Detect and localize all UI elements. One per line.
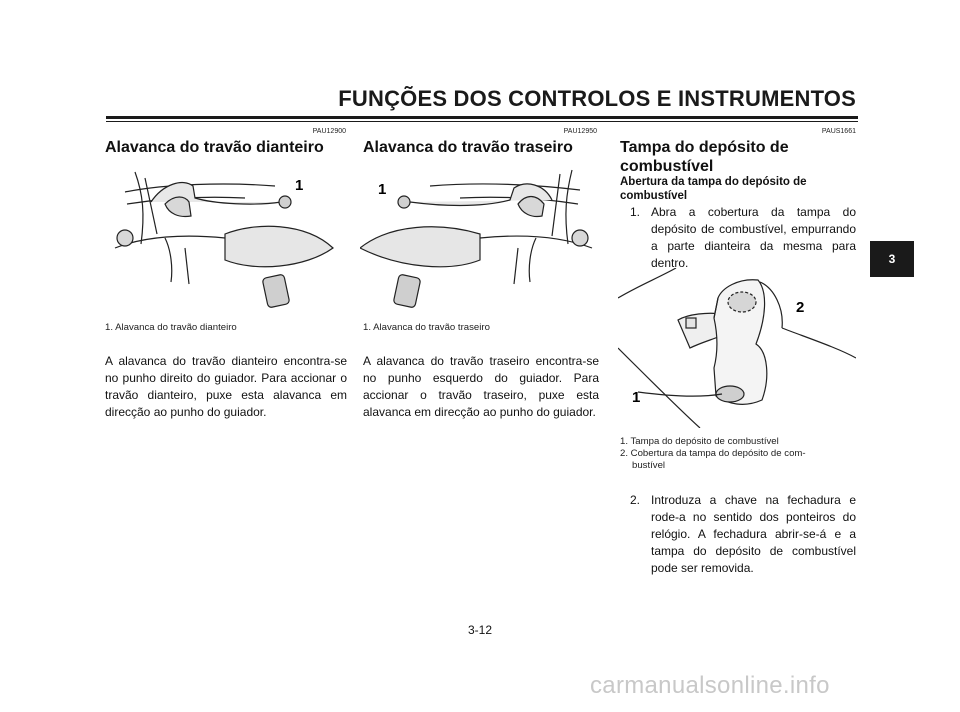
step-1: [630, 204, 856, 272]
section-title-line: Tampa do depósito de: [620, 139, 789, 156]
figure-caption: 1. Alavanca do travão traseiro: [363, 322, 490, 333]
step-2: [630, 492, 856, 577]
section-title-fuel-tank-cap: [620, 138, 789, 176]
section-title-rear-brake: Alavanca do travão traseiro: [363, 139, 573, 156]
step-text: Abra a cobertura da tampa do depósito de combustível, empurrando a parte dianteira da mesma para dentro.: [651, 205, 856, 270]
section-code: PAU12950: [563, 128, 597, 135]
subsection-title-line: combustível: [620, 190, 688, 202]
figure-caption: bustível: [632, 460, 666, 471]
subsection-title-line: Abertura da tampa do depósito de: [620, 176, 807, 188]
header-rule: [106, 116, 858, 119]
callout-number: 2: [796, 299, 805, 316]
front-brake-lever-illustration: [105, 164, 351, 314]
figure-caption: 1. Tampa do depósito de combustível: [620, 436, 779, 447]
callout-number: 1: [632, 389, 641, 406]
paragraph-rear-brake: A alavanca do travão traseiro encontra-se no punho esquerdo do guiador. Para accionar o travão traseiro, puxe esta alavanca em direcção ao punho do guiador.: [363, 354, 599, 419]
step-number: 2.: [630, 493, 641, 507]
callout-number: 1: [378, 181, 387, 198]
rear-brake-lever-illustration: [360, 164, 600, 314]
chapter-tab: 3: [870, 241, 914, 277]
section-code: PAU12900: [312, 128, 346, 135]
section-code: PAUS1661: [821, 128, 856, 135]
section-title-front-brake: Alavanca do travão dianteiro: [105, 139, 324, 156]
subsection-title-opening: [620, 175, 807, 203]
step-number: 1.: [630, 205, 641, 219]
figure-caption: 1. Alavanca do travão dianteiro: [105, 322, 237, 333]
watermark: carmanualsonline.info: [590, 672, 830, 699]
page-number: 3-12: [467, 623, 493, 637]
figure-caption: 2. Cobertura da tampa do depósito de com-: [620, 448, 806, 459]
paragraph-front-brake: A alavanca do travão dianteiro encontra-se no punho direito do guiador. Para accionar o travão dianteiro, puxe esta alavanca em direcção ao punho do guiador.: [105, 354, 347, 419]
section-title-line: combustível: [620, 158, 714, 175]
header-rule-thin: [106, 121, 858, 122]
callout-number: 1: [295, 177, 304, 194]
page-header-title: FUNÇÕES DOS CONTROLOS E INSTRUMENTOS: [338, 86, 856, 111]
step-text: Introduza a chave na fechadura e rode-a no sentido dos ponteiros do relógio. A fechadura abrir-se-á e a tampa do depósito de combustível pode ser removida.: [651, 493, 856, 575]
fuel-tank-cap-illustration: [618, 268, 856, 428]
